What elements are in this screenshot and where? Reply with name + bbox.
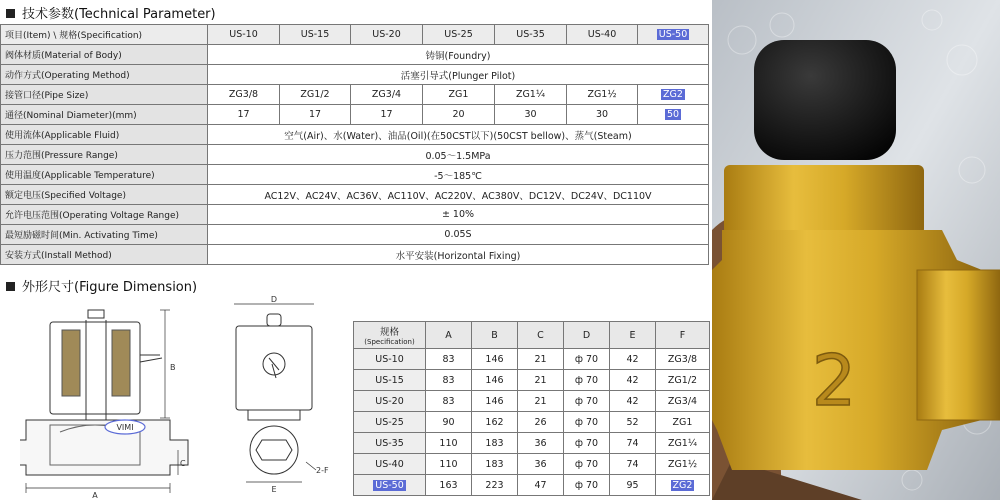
spec-cell <box>208 105 280 125</box>
dim-cell-value: 146 <box>485 353 504 365</box>
figure-dimension-title: 外形尺寸(Figure Dimension) <box>6 276 197 295</box>
spec-cell-value: ZG3/4 <box>371 89 402 100</box>
dim-cell-value: US-40 <box>375 458 404 470</box>
dim-cell <box>610 475 656 496</box>
body-marking: 2 <box>811 340 857 422</box>
spec-cell-value: 20 <box>452 109 465 120</box>
dim-cell-value: 146 <box>485 374 504 386</box>
dim-cell <box>564 454 610 475</box>
dim-cell <box>354 433 426 454</box>
dim-cell-value: 223 <box>485 479 504 491</box>
dim-cell <box>354 454 426 475</box>
dim-label-e: E <box>271 485 277 494</box>
spec-row <box>1 65 709 85</box>
dim-cell-value: 183 <box>485 458 504 470</box>
watermark-text: VIMI <box>116 423 134 432</box>
spec-model-header <box>638 25 709 45</box>
spec-model-label: US-25 <box>444 29 473 40</box>
dim-cell <box>656 454 710 475</box>
dim-cell-value: ZG1 <box>672 416 693 428</box>
dim-cell <box>656 391 710 412</box>
spec-model-header <box>280 25 351 45</box>
dim-cell <box>656 475 710 496</box>
dim-row <box>354 475 710 496</box>
valve-photo <box>712 0 1000 500</box>
valve-flange <box>724 165 924 235</box>
spec-row <box>1 225 709 245</box>
dim-cell-value: ф 70 <box>574 353 599 365</box>
dim-cell <box>518 391 564 412</box>
spec-cell-value: ZG2 <box>663 89 683 100</box>
dim-cell <box>656 370 710 391</box>
dim-cell <box>354 370 426 391</box>
spec-cell <box>423 105 495 125</box>
dim-cell <box>472 412 518 433</box>
dim-cell-value: US-50 <box>375 479 404 491</box>
spec-model-label: US-10 <box>229 29 258 40</box>
dim-cell <box>656 433 710 454</box>
dim-cell <box>564 433 610 454</box>
dim-label-c: C <box>180 459 186 468</box>
dim-cell-value: 21 <box>534 374 547 386</box>
dim-cell-value: US-25 <box>375 416 404 428</box>
spec-cell-value: 30 <box>595 109 609 120</box>
spec-row-label: 额定电压(Specified Voltage) <box>1 185 208 205</box>
dim-cell-value: 42 <box>626 353 639 365</box>
dim-cell <box>472 433 518 454</box>
dim-cell <box>610 454 656 475</box>
spec-cell-value: ZG1 <box>448 89 469 100</box>
dim-row <box>354 349 710 370</box>
dim-cell-value: ф 70 <box>574 458 599 470</box>
dim-column-header: A <box>426 322 472 349</box>
spec-row <box>1 85 709 105</box>
dim-row <box>354 412 710 433</box>
dim-cell <box>518 412 564 433</box>
spec-row-label: 使用流体(Applicable Fluid) <box>1 125 208 145</box>
spec-model-header <box>495 25 567 45</box>
spec-cell <box>208 85 280 105</box>
spec-row <box>1 185 709 205</box>
dim-cell-value: 83 <box>442 374 455 386</box>
dim-row <box>354 454 710 475</box>
spec-model-label: US-50 <box>658 29 688 40</box>
dim-cell-value: US-35 <box>375 437 404 449</box>
dim-cell-value: 26 <box>534 416 547 428</box>
dim-cell <box>354 475 426 496</box>
spec-row-label: 最短励磁时间(Min. Activating Time) <box>1 225 208 245</box>
dim-cell <box>656 349 710 370</box>
dim-cell-value: 52 <box>626 416 639 428</box>
spec-cell <box>351 85 423 105</box>
dim-cell-value: US-15 <box>375 374 404 386</box>
dim-column-header: C <box>518 322 564 349</box>
dim-cell-value: 36 <box>534 437 547 449</box>
dim-column-header: B <box>472 322 518 349</box>
dim-cell-value: 42 <box>626 395 639 407</box>
spec-cell <box>351 105 423 125</box>
dim-cell <box>656 412 710 433</box>
dim-cell <box>518 433 564 454</box>
dim-row <box>354 391 710 412</box>
dim-cell <box>354 349 426 370</box>
dim-cell <box>472 349 518 370</box>
dim-row <box>354 370 710 391</box>
dim-header-spec <box>354 322 426 349</box>
dim-cell-value: 74 <box>626 458 639 470</box>
dim-cell-value: 163 <box>439 479 458 491</box>
figure-dimension-table <box>353 321 710 496</box>
dim-column-header: E <box>610 322 656 349</box>
dim-cell-value: 42 <box>626 374 639 386</box>
dim-cell-value: 146 <box>485 395 504 407</box>
spec-cell <box>280 85 351 105</box>
square-bullet-icon <box>6 282 15 291</box>
dim-cell-value: ZG1½ <box>667 458 698 470</box>
dim-cell-value: ф 70 <box>574 437 599 449</box>
dim-cell-value: ZG2 <box>672 479 693 491</box>
spec-model-header <box>208 25 280 45</box>
dim-column-header: D <box>564 322 610 349</box>
spec-cell-value: 17 <box>237 109 250 120</box>
spec-cell: AC12V、AC24V、AC36V、AC110V、AC220V、AC380V、DC12V、DC24V、DC110V <box>208 185 709 205</box>
dim-label-b: B <box>170 363 176 372</box>
dim-cell <box>426 475 472 496</box>
coil-cap <box>754 40 896 160</box>
dim-header-spec-sub: (Specification) <box>364 337 415 346</box>
dim-column-header: F <box>656 322 710 349</box>
spec-row-label: 阀体材质(Material of Body) <box>1 45 208 65</box>
spec-cell-value: 50 <box>666 109 680 120</box>
spec-cell-value: ZG1/2 <box>300 89 330 100</box>
dim-cell-value: ф 70 <box>574 416 599 428</box>
spec-cell: 铸铜(Foundry) <box>208 45 709 65</box>
dim-label-a: A <box>92 491 98 500</box>
spec-cell <box>638 85 709 105</box>
technical-parameter-table <box>0 24 709 265</box>
spec-cell <box>495 105 567 125</box>
dim-cell <box>472 475 518 496</box>
valve-photo-image <box>712 0 1000 500</box>
spec-header-label: 项目(Item) \ 规格(Specification) <box>1 25 208 45</box>
dim-cell <box>472 391 518 412</box>
spec-row <box>1 125 709 145</box>
dim-cell-value: 90 <box>442 416 455 428</box>
spec-cell <box>567 105 638 125</box>
square-bullet-icon <box>6 9 15 18</box>
spec-row <box>1 205 709 225</box>
spec-model-label: US-40 <box>587 29 617 40</box>
spec-model-header <box>567 25 638 45</box>
dim-label-d: D <box>270 295 278 304</box>
spec-model-label: US-15 <box>300 29 330 40</box>
spec-cell-value: 30 <box>524 109 537 120</box>
spec-row <box>1 245 709 265</box>
dim-cell <box>564 349 610 370</box>
dim-cell-value: 47 <box>534 479 547 491</box>
spec-row-label: 安装方式(Install Method) <box>1 245 208 265</box>
dim-cell <box>610 349 656 370</box>
spec-cell-value: ZG3/8 <box>228 89 259 100</box>
dim-cell <box>426 349 472 370</box>
dim-cell <box>564 370 610 391</box>
dim-cell-value: ZG3/8 <box>667 353 698 365</box>
dim-cell-value: 83 <box>442 353 455 365</box>
dim-cell-value: 36 <box>534 458 547 470</box>
spec-cell <box>495 85 567 105</box>
spec-row <box>1 45 709 65</box>
dim-cell <box>354 412 426 433</box>
spec-cell: 0.05～1.5MPa <box>208 145 709 165</box>
dim-cell-value: ZG1¼ <box>667 437 698 449</box>
dim-cell <box>518 475 564 496</box>
dim-cell <box>564 391 610 412</box>
dim-cell-value: ф 70 <box>574 395 599 407</box>
spec-row-label: 动作方式(Operating Method) <box>1 65 208 85</box>
valve-section-drawing <box>20 300 220 500</box>
dim-cell <box>472 370 518 391</box>
dim-cell <box>518 370 564 391</box>
dim-cell <box>518 349 564 370</box>
spec-row <box>1 105 709 125</box>
valve-front-drawing <box>222 292 347 500</box>
dim-cell-value: 83 <box>442 395 455 407</box>
dim-cell-value: 110 <box>439 458 458 470</box>
dim-header-spec-label: 规格 <box>379 326 399 338</box>
spec-row-label: 通径(Nominal Diameter)(mm) <box>1 105 208 125</box>
dim-cell-value: 162 <box>485 416 504 428</box>
spec-row-label: 允许电压范围(Operating Voltage Range) <box>1 205 208 225</box>
dim-cell-value: ZG1/2 <box>667 374 698 386</box>
dim-cell <box>610 433 656 454</box>
dim-cell-value: ф 70 <box>574 479 599 491</box>
spec-cell-value: 17 <box>380 109 393 120</box>
dim-cell <box>610 412 656 433</box>
spec-cell <box>638 105 709 125</box>
dim-row <box>354 433 710 454</box>
spec-cell <box>280 105 351 125</box>
spec-model-header <box>423 25 495 45</box>
dim-cell <box>564 475 610 496</box>
dim-cell <box>354 391 426 412</box>
dim-cell <box>426 454 472 475</box>
dim-cell-value: 110 <box>439 437 458 449</box>
dim-cell <box>426 370 472 391</box>
dim-cell-value: US-10 <box>375 353 404 365</box>
dim-cell <box>610 370 656 391</box>
spec-cell-value: ZG1¼ <box>515 89 546 100</box>
spec-row <box>1 145 709 165</box>
dim-cell <box>426 391 472 412</box>
spec-model-label: US-35 <box>516 29 545 40</box>
dim-cell <box>610 391 656 412</box>
spec-cell: 空气(Air)、水(Water)、油品(Oil)(在50CST以下)(50CST bellow)、蒸气(Steam) <box>208 125 709 145</box>
dim-cell-value: 95 <box>626 479 639 491</box>
dim-label-f: 2-F <box>316 466 329 475</box>
spec-cell: 水平安装(Horizontal Fixing) <box>208 245 709 265</box>
spec-cell: 活塞引导式(Plunger Pilot) <box>208 65 709 85</box>
spec-row-label: 压力范围(Pressure Range) <box>1 145 208 165</box>
technical-parameter-title: 技术参数(Technical Parameter) <box>6 3 216 22</box>
spec-cell <box>423 85 495 105</box>
dim-cell <box>426 412 472 433</box>
dim-cell-value: US-20 <box>375 395 404 407</box>
spec-cell: 0.05S <box>208 225 709 245</box>
dim-cell <box>426 433 472 454</box>
spec-cell-value: ZG1½ <box>587 89 617 100</box>
dim-cell <box>564 412 610 433</box>
dim-cell-value: 21 <box>534 353 547 365</box>
spec-cell-value: 17 <box>308 109 322 120</box>
spec-row <box>1 165 709 185</box>
dim-cell-value: 74 <box>626 437 639 449</box>
dim-cell <box>472 454 518 475</box>
dim-cell-value: ф 70 <box>574 374 599 386</box>
spec-cell: ± 10% <box>208 205 709 225</box>
spec-cell: -5～185℃ <box>208 165 709 185</box>
spec-model-header <box>351 25 423 45</box>
dim-cell-value: ZG3/4 <box>667 395 698 407</box>
spec-row-label: 接管口径(Pipe Size) <box>1 85 208 105</box>
dim-cell-value: 183 <box>485 437 504 449</box>
dim-cell <box>518 454 564 475</box>
spec-model-label: US-20 <box>372 29 401 40</box>
spec-row-label: 使用温度(Applicable Temperature) <box>1 165 208 185</box>
dim-cell-value: 21 <box>534 395 547 407</box>
spec-cell <box>567 85 638 105</box>
